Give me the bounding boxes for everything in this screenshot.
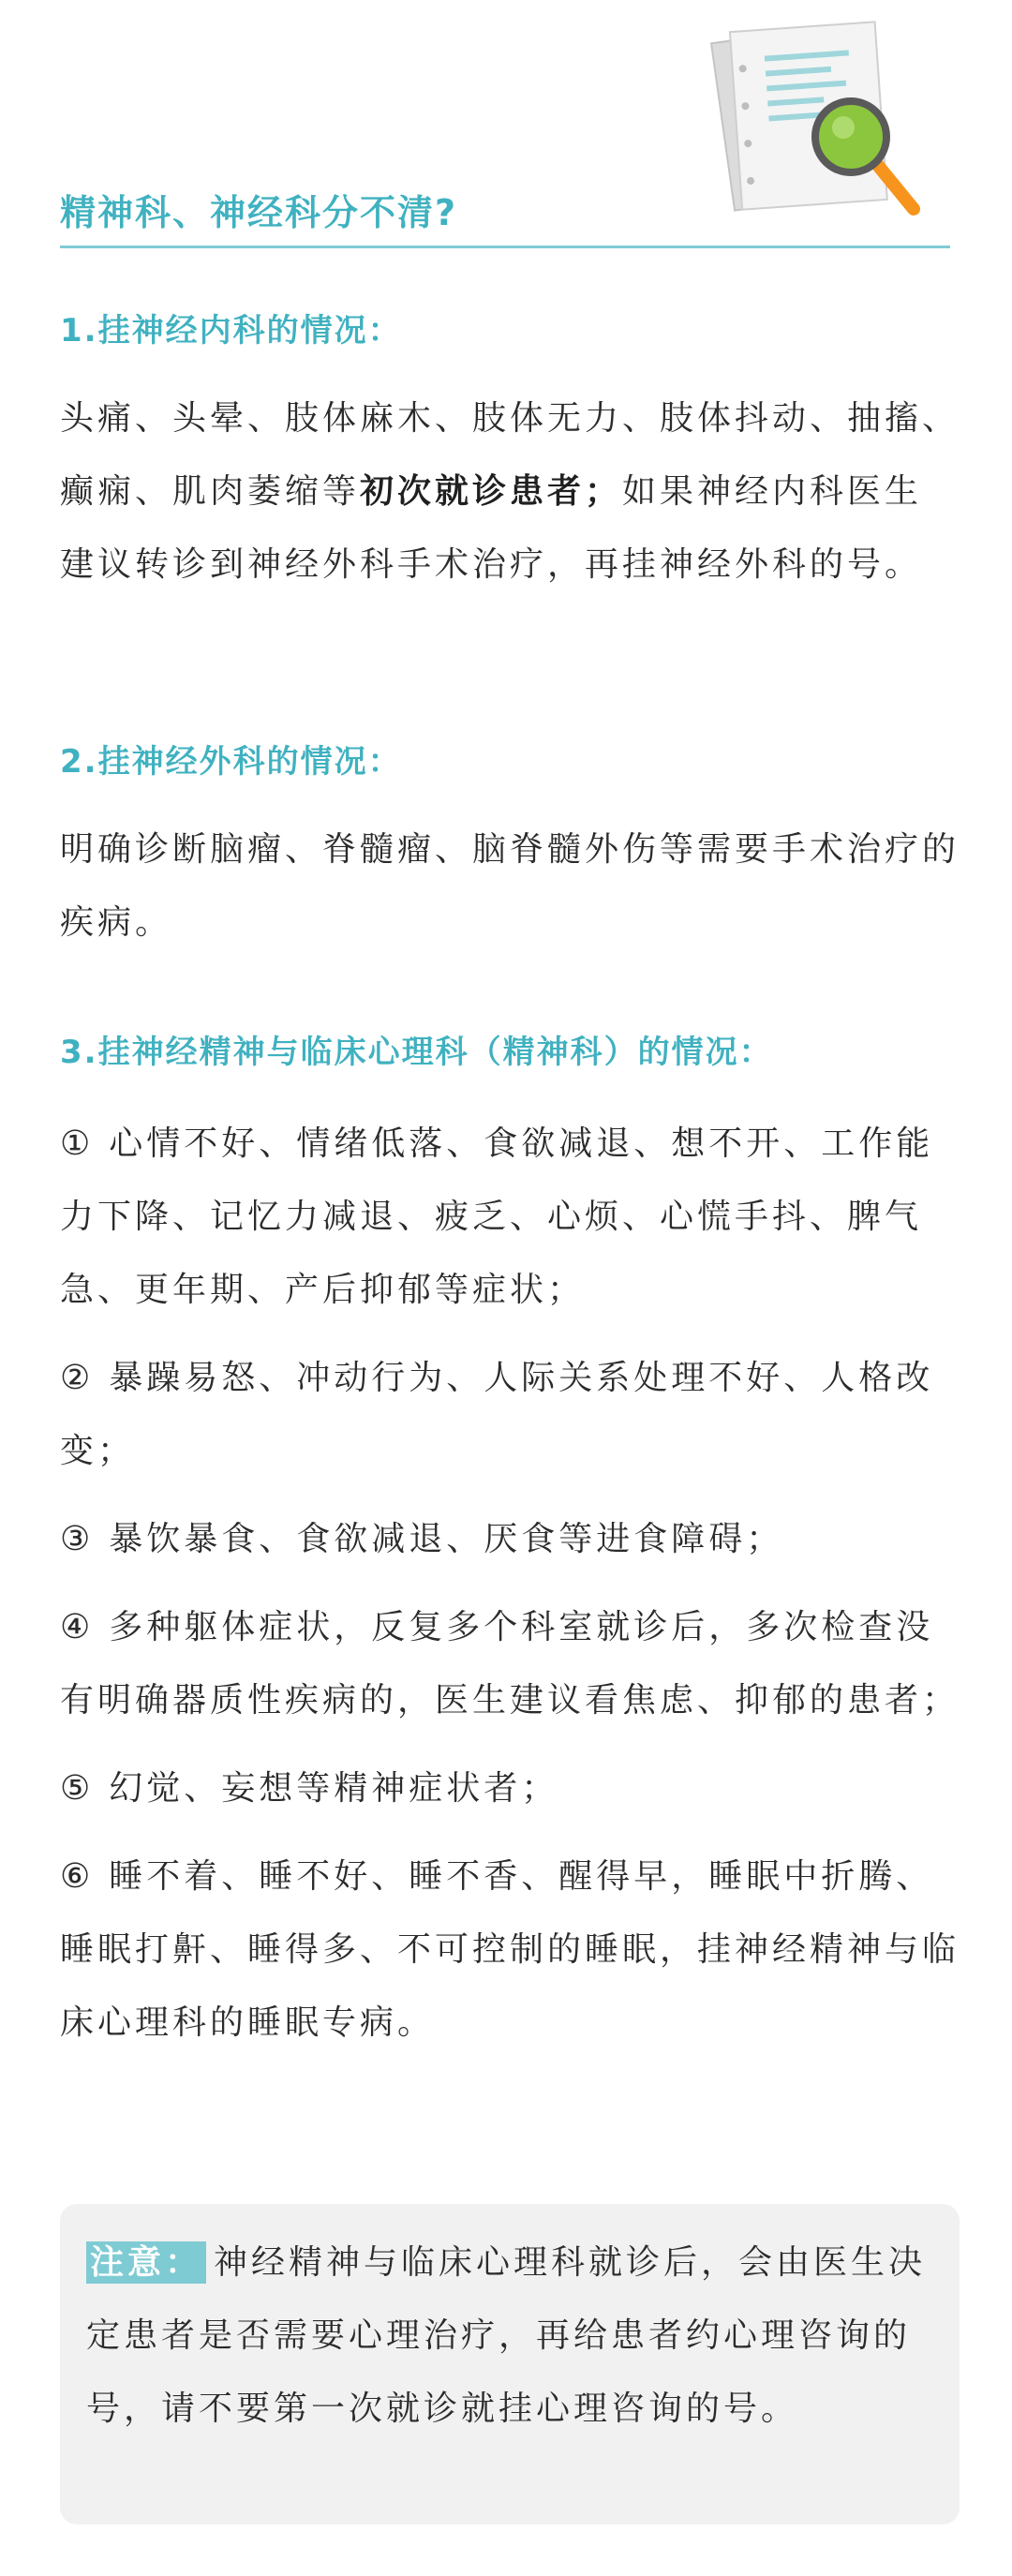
section-body (60, 382, 960, 602)
note-body: 神经精神与临床心理科就诊后，会由医生决定患者是否需要心理治疗，再给患者约心理咨询的号，请不要第一次就诊就挂心理咨询的号。 (86, 2243, 927, 2428)
symptom-list (60, 1108, 960, 2060)
title-divider (60, 246, 950, 248)
list-item (60, 1752, 960, 1825)
item-text: 幻觉、妄想等精神症状者； (109, 1769, 559, 1808)
list-item (60, 1108, 960, 1327)
list-item (60, 1840, 960, 2060)
item-number: ⑤ (60, 1769, 95, 1808)
item-text: 睡不着、睡不好、睡不香、醒得早，睡眠中折腾、睡眠打鼾、睡得多、不可控制的睡眠，挂神经精神与临床心理科的睡眠专病。 (60, 1857, 960, 2042)
section-heading: 3.挂神经精神与临床心理科（精神科）的情况： (60, 1034, 773, 1071)
section-body: 明确诊断脑瘤、脊髓瘤、脑脊髓外伤等需要手术治疗的疾病。 (60, 830, 960, 942)
item-text: 暴饮暴食、食欲减退、厌食等进食障碍； (109, 1520, 784, 1558)
section-neurosurgery (60, 738, 960, 960)
item-number: ① (60, 1124, 95, 1163)
item-text: 多种躯体症状，反复多个科室就诊后，多次检查没有明确器质性疾病的，医生建议看焦虑、抑郁的患者； (60, 1608, 960, 1720)
item-number: ⑥ (60, 1857, 95, 1896)
document-magnifier-icon (684, 7, 937, 232)
item-text: 心情不好、情绪低落、食欲减退、想不开、工作能力下降、记忆力减退、疲乏、心烦、心慌手抖、脾气急、更年期、产后抑郁等症状； (60, 1124, 934, 1309)
note-box (60, 2204, 960, 2524)
body-text: 头痛、头晕、肢体麻木、肢体无力、肢体抖动、抽搐、癫痫、肌肉萎缩等 (60, 399, 960, 511)
note-text (86, 2226, 948, 2446)
section-heading: 1.挂神经内科的情况： (60, 312, 402, 350)
item-number: ③ (60, 1520, 95, 1558)
body-text: 如果神经内科医生建议转诊到神经外科手术治疗，再挂神经外科的号。 (60, 472, 923, 584)
list-item (60, 1591, 960, 1737)
section-psychiatry (60, 1029, 960, 2075)
item-number: ④ (60, 1608, 95, 1646)
section-neurology (60, 307, 960, 602)
item-text: 暴躁易怒、冲动行为、人际关系处理不好、人格改变； (60, 1359, 934, 1470)
body-bold-text: 初次就诊患者； (360, 472, 623, 511)
item-number: ② (60, 1359, 95, 1397)
page-title: 精神科、神经科分不清? (60, 192, 458, 233)
list-item (60, 1342, 960, 1488)
section-heading: 2.挂神经外科的情况： (60, 743, 402, 781)
list-item (60, 1503, 960, 1576)
note-label: 注意： (86, 2241, 206, 2284)
